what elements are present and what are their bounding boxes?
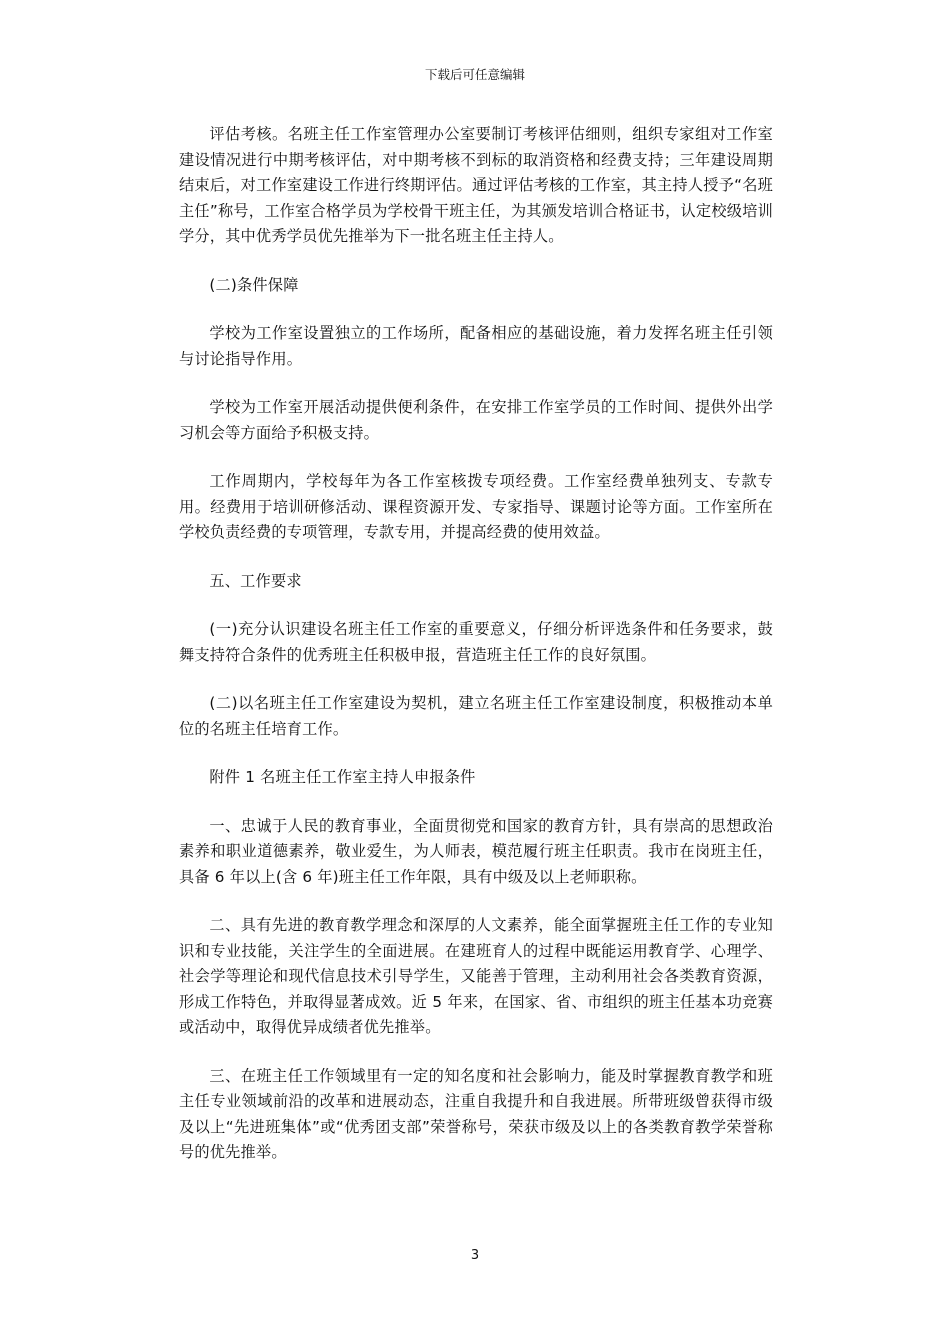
paragraph-condition-3: 三、在班主任工作领域里有一定的知名度和社会影响力，能及时掌握教育教学和班主任专业领域前沿的改革和进展动态，注重自我提升和自我进展。所带班级曾获得市级及以上“先进班集体”或“优秀团支部”荣誉称号，荣获市级及以上的各类教育教学荣誉称号的优先推举。 <box>179 1066 773 1161</box>
page-header: 下载后可任意编辑 <box>424 67 525 82</box>
appendix-heading: 附件 1 名班主任工作室主持人申报条件 <box>209 768 476 786</box>
paragraph-condition-1: 一、忠诚于人民的教育事业，全面贯彻党和国家的教育方针，具有崇高的思想政治素养和职业道德素养，敬业爱生，为人师表，模范履行班主任职责。我市在岗班主任，具备 6 年以上(含 6 年)班主任工作年限，具有中级及以上老师职称。 <box>179 816 773 886</box>
paragraph-requirement-2: (二)以名班主任工作室建设为契机，建立名班主任工作室建设制度，积极推动本单位的名班主任培育工作。 <box>179 694 773 738</box>
paragraph-funding: 工作周期内，学校每年为各工作室核拨专项经费。工作室经费单独列支、专款专用。经费用于培训研修活动、课程资源开发、专家指导、课题讨论等方面。工作室所在学校负责经费的专项管理，专款专用，并提高经费的使用效益。 <box>179 472 773 541</box>
document-body <box>179 122 773 1189</box>
section-heading-conditions: (二)条件保障 <box>209 275 299 294</box>
paragraph-evaluation: 评估考核。名班主任工作室管理办公室要制订考核评估细则，组织专家组对工作室建设情况进行中期考核评估，对中期考核不到标的取消资格和经费支持；三年建设周期结束后，对工作室建设工作进行终期评估。通过评估考核的工作室，其主持人授予“名班主任”称号，工作室合格学员为学校骨干班主任，为其颁发培训合格证书，认定校级培训学分，其中优秀学员优先推举为下一批名班主任主持人。 <box>179 125 773 245</box>
paragraph-workspace: 学校为工作室设置独立的工作场所，配备相应的基础设施，着力发挥名班主任引领与讨论指导作用。 <box>179 324 773 368</box>
paragraph-requirement-1: (一)充分认识建设名班主任工作室的重要意义，仔细分析评选条件和任务要求，鼓舞支持符合条件的优秀班主任积极申报，营造班主任工作的良好氛围。 <box>179 620 773 664</box>
paragraph-convenience: 学校为工作室开展活动提供便利条件，在安排工作室学员的工作时间、提供外出学习机会等方面给予积极支持。 <box>179 398 773 442</box>
page-number: 3 <box>470 1248 480 1263</box>
section-heading-requirements: 五、工作要求 <box>209 571 302 590</box>
paragraph-condition-2: 二、具有先进的教育教学理念和深厚的人文素养，能全面掌握班主任工作的专业知识和专业技能，关注学生的全面进展。在建班育人的过程中既能运用教育学、心理学、社会学等理论和现代信息技术引导学生，又能善于管理，主动利用社会各类教育资源，形成工作特色，并取得显著成效。近 5 年来，在国家、省、市组织的班主任基本功竞赛或活动中，取得优异成绩者优先推举。 <box>179 916 773 1036</box>
